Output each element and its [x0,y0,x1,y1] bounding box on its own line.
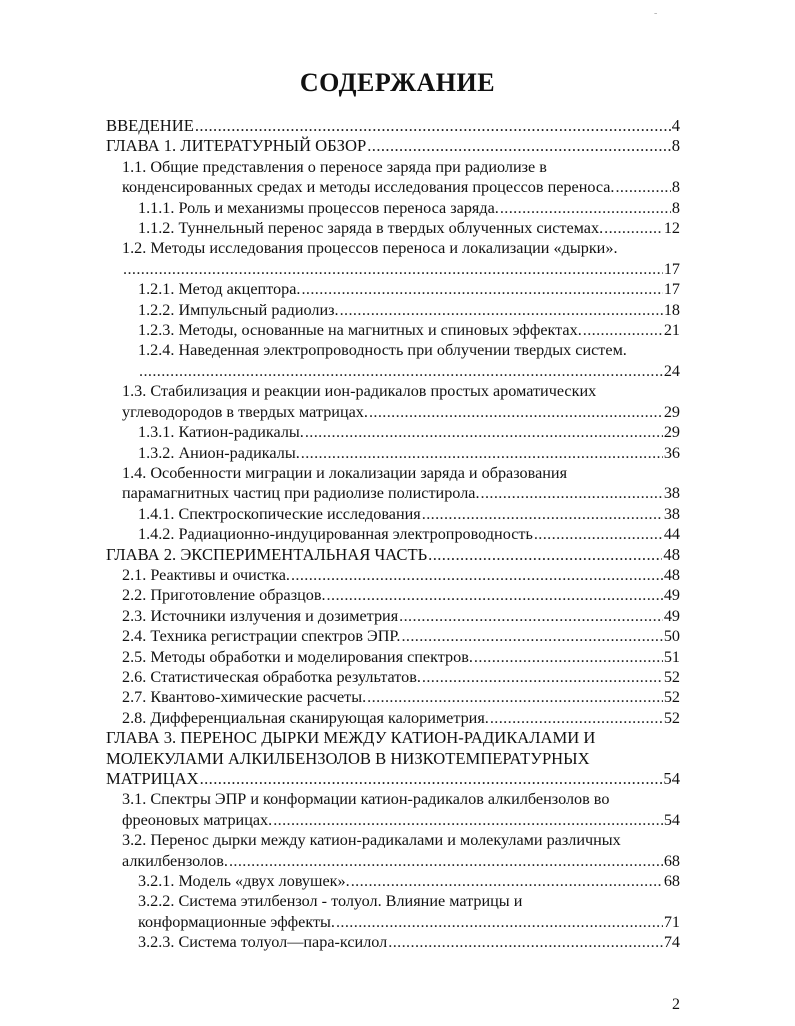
toc-entry-title: углеводородов в твердых матрицах. [122,402,368,421]
toc-entry [106,381,680,422]
toc-entry [106,238,680,279]
toc-entry-row [138,300,680,320]
toc-entry-title: 1.1.1. Роль и механизмы процессов переноса заряда. [138,198,499,217]
toc-entry [106,320,680,340]
dot-leader [422,504,663,524]
dot-leader [351,871,663,891]
corner-mark: - [654,8,658,19]
toc-entry-line-1: 3.1. Спектры ЭПР и конформации катион-радикалов алкилбензолов во [122,790,610,809]
toc-entry-line-1: 1.1. Общие представления о переносе заряда при радиолизе в [122,157,547,176]
toc-entry-title: 1.2.2. Импульсный радиолиз. [138,300,339,319]
toc-entry-title: 2.5. Методы обработки и моделирования спектров. [122,647,473,666]
toc-entry [106,565,680,585]
toc-entry-row [122,851,680,871]
dot-leader [336,912,663,932]
toc-entry-row [122,606,680,626]
toc-entry [106,932,680,952]
dot-leader [301,279,662,299]
toc-entry-row [138,932,680,952]
dot-leader [301,443,663,463]
toc-entry [106,626,680,646]
toc-entry-title: 1.3.1. Катион-радикалы. [138,423,304,442]
dot-leader [490,708,663,728]
toc-entry [106,504,680,524]
toc-entry-row [138,871,680,891]
toc-entry-title: конденсированных средах и методы исследования процессов переноса. [122,178,615,197]
toc-entry [106,443,680,463]
toc-entry-title: конформационные эффекты. [138,912,335,931]
toc-entry [106,871,680,891]
toc-entry-title: 2.7. Квантово-химические расчеты. [122,688,367,707]
toc-entry-row [122,565,680,585]
toc-entry-page: 50 [663,627,680,646]
toc-entry [106,157,680,198]
dot-leader [428,545,662,565]
toc-entry-page: 74 [663,933,680,952]
dot-leader [195,116,671,136]
toc-entry-page: 48 [663,565,680,584]
toc-entry-row [138,443,680,463]
toc-entry-line-1: 1.3. Стабилизация и реакции ион-радикалов простых ароматических [122,382,597,401]
dot-leader [500,198,671,218]
toc-entry-title: 3.2.1. Модель «двух ловушек». [138,872,350,891]
toc-entry-row [138,504,680,524]
dot-leader [388,932,663,952]
toc-entry-title: 2.2. Приготовление образцов. [122,586,326,605]
toc-entry [106,340,680,381]
toc-entry [106,687,680,707]
dot-leader [615,177,670,197]
toc-entry-title: 2.8. Дифференциальная сканирующая калориметрия. [122,708,489,727]
toc-entry-row [122,708,680,728]
toc-entry-row [122,483,680,503]
dot-leader [200,769,663,789]
toc-entry-page: 49 [663,606,680,625]
toc-entry-row [138,422,680,442]
toc-entry [106,300,680,320]
dot-leader [139,361,663,381]
toc-entry-title: ВВЕДЕНИЕ [106,116,194,135]
toc-entry-row [138,279,680,299]
toc-entry-page: 48 [663,544,680,564]
toc-entry-page: 36 [663,443,680,462]
dot-leader [604,218,663,238]
toc-entry-page: 29 [663,402,680,421]
dot-leader [422,667,663,687]
toc-entry-title: 2.6. Статистическая обработка результатов. [122,667,421,686]
toc-entry-line-1: 1.2. Методы исследования процессов переноса и локализации «дырки». [122,239,618,258]
dot-leader [123,259,663,279]
toc-entry-row [122,626,680,646]
toc-entry [106,463,680,504]
toc-entry-title: 2.1. Реактивы и очистка. [122,565,290,584]
dot-leader [474,647,663,667]
dot-leader [481,483,663,503]
toc-entry-row [138,361,680,381]
dot-leader [291,565,663,585]
toc-entry-row [106,136,680,156]
toc-entry-title: алкилбензолов. [122,851,228,870]
dot-leader [369,402,663,422]
toc-entry-page: 29 [663,423,680,442]
toc-entry-page: 54 [663,769,680,788]
dot-leader [273,810,663,830]
dot-leader [401,626,662,646]
toc-entry-page: 38 [663,484,680,503]
toc-entry-row [122,810,680,830]
toc-entry [106,279,680,299]
toc-entry-line-1: 3.2.2. Система этилбензол - толуол. Влияние матрицы и [138,892,523,911]
toc-entry-row [106,769,680,789]
toc-entry-row [138,912,680,932]
toc-entry-page: 17 [663,280,680,299]
toc-entry-row [138,218,680,238]
toc-entry-title: 2.4. Техника регистрации спектров ЭПР. [122,627,401,646]
toc-entry [106,198,680,218]
toc-entry-page: 71 [663,912,680,931]
toc-entry-line-1: ГЛАВА 3. ПЕРЕНОС ДЫРКИ МЕЖДУ КАТИОН-РАДИКАЛАМИ И [106,728,596,748]
toc-entry-page: 17 [663,259,680,278]
table-of-contents [106,116,680,953]
toc-entry-title: фреоновых матрицах. [122,810,273,829]
toc-entry-row [122,177,680,197]
toc-entry [106,422,680,442]
toc-entry-row [106,545,680,565]
toc-entry-page: 24 [663,361,680,380]
toc-entry-row [138,524,680,544]
toc-entry-row [122,402,680,422]
toc-entry-page: 8 [671,136,680,156]
toc-entry-row [122,259,680,279]
toc-entry [106,136,680,156]
toc-entry [106,647,680,667]
toc-entry [106,585,680,605]
toc-entry [106,218,680,238]
toc-entry [106,891,680,932]
dot-leader [229,851,663,871]
toc-entry-row [138,320,680,340]
toc-entry-title: 1.2.3. Методы, основанные на магнитных и спиновых эффектах. [138,321,582,340]
dot-leader [367,136,670,156]
toc-entry-row [122,647,680,667]
toc-entry-page: 18 [663,300,680,319]
toc-entry-line-1: 3.2. Перенос дырки между катион-радикалами и молекулами различных [122,831,621,850]
toc-entry-title: ГЛАВА 1. ЛИТЕРАТУРНЫЙ ОБЗОР [106,136,367,156]
toc-entry-page: 21 [663,321,680,340]
toc-entry [106,667,680,687]
toc-entry-page: 52 [663,688,680,707]
toc-entry-page: 4 [671,116,680,135]
toc-entry [106,545,680,565]
toc-entry-page: 52 [663,667,680,686]
toc-entry-row [138,198,680,218]
toc-entry-row [122,687,680,707]
dot-leader [327,585,663,605]
page-number: 2 [672,996,680,1013]
toc-entry-title: 3.2.3. Система толуол—пара-ксилол [138,933,388,952]
toc-entry-row [122,585,680,605]
toc-entry-page: 8 [671,178,680,197]
toc-entry-page: 38 [663,504,680,523]
toc-entry-title: 1.3.2. Анион-радикалы. [138,443,300,462]
toc-entry-page: 8 [671,198,680,217]
toc-entry-line-2: МОЛЕКУЛАМИ АЛКИЛБЕНЗОЛОВ В НИЗКОТЕМПЕРАТУРНЫХ [106,748,590,768]
toc-entry-title: ГЛАВА 2. ЭКСПЕРИМЕНТАЛЬНАЯ ЧАСТЬ [106,544,428,564]
toc-entry-title: парамагнитных частиц при радиолизе полистирола. [122,484,480,503]
dot-leader [534,524,663,544]
dot-leader [367,687,663,707]
toc-entry [106,830,680,871]
toc-entry-title: 1.4.2. Радиационно-индуцированная электропроводность [138,525,533,544]
toc-entry-page: 51 [663,647,680,666]
dot-leader [399,606,663,626]
toc-entry [106,524,680,544]
toc-entry-row [106,116,680,136]
toc-entry [106,789,680,830]
dot-leader [583,320,663,340]
toc-entry-title: 1.1.2. Туннельный перенос заряда в твердых облученных системах. [138,219,604,238]
toc-entry-row [122,667,680,687]
toc-entry-line-1: 1.4. Особенности миграции и локализации заряда и образования [122,463,568,482]
toc-entry [106,606,680,626]
toc-entry-page: 52 [663,708,680,727]
toc-entry [106,728,680,789]
toc-entry-page: 44 [663,525,680,544]
toc-entry-page: 49 [663,586,680,605]
toc-entry-title: 2.3. Источники излучения и дозиметрия [122,606,399,625]
toc-entry-line-1: 1.2.4. Наведенная электропроводность при облучении твердых систем. [138,341,627,360]
dot-leader [305,422,663,442]
toc-entry [106,116,680,136]
toc-entry-page: 54 [663,810,680,829]
toc-entry [106,708,680,728]
toc-entry-page: 12 [663,219,680,238]
toc-entry-page: 68 [663,851,680,870]
toc-entry-title: 1.4.1. Спектроскопические исследования [138,504,421,523]
page-title: СОДЕРЖАНИЕ [299,68,496,97]
dot-leader [340,300,663,320]
toc-entry-page: 68 [663,872,680,891]
toc-entry-title: МАТРИЦАХ [106,769,199,788]
toc-entry-title: 1.2.1. Метод акцептора. [138,280,301,299]
